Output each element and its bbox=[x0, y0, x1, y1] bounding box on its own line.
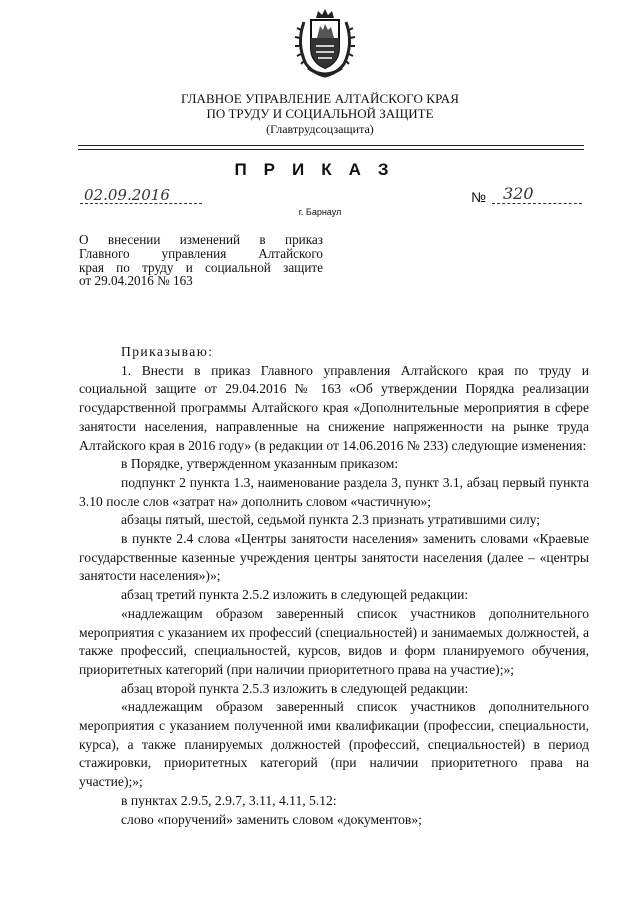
body-paragraph: 1. Внести в приказ Главного управления Алтайского края по труду и социальной защите от 29.04.2016 № 163 «Об утверждении Порядка реализации государственной программы Алтайского края «Дополнительные мероприятия в сфере занятости населения, направленные на снижение напряженности на рынке труда Алтайского края в 2016 году» (в редакции от 14.06.2016 № 233) следующие изменения: bbox=[79, 362, 589, 453]
body-paragraph: абзац третий пункта 2.5.2 изложить в следующей редакции: bbox=[121, 587, 469, 603]
body-paragraph: «надлежащим образом заверенный список участников дополнительного мероприятия с указанием полученной ими квалификации (профессии, специальности, курса), а также планируемых должностей (профессий, специальностей) в период стажировки, приоритетных категорий (при наличии приоритетного права на участие);»; bbox=[79, 699, 589, 790]
body-paragraph: «надлежащим образом заверенный список участников дополнительного мероприятия с указанием их профессий (специальностей) и занимаемых должностей, а также профессий, специальностей, курсов, видов и форм планируемого обучения, приоритетных категорий (при наличии приоритетного права на участие);»; bbox=[79, 605, 589, 677]
number-underline bbox=[492, 203, 582, 204]
subject-line: от 29.04.2016 № 163 bbox=[79, 273, 193, 289]
org-name-line1: ГЛАВНОЕ УПРАВЛЕНИЕ АЛТАЙСКОГО КРАЯ bbox=[180, 91, 460, 106]
order-word: Приказываю: bbox=[121, 344, 214, 359]
document-date: 02.09.2016 bbox=[84, 186, 170, 204]
subject-line: О внесении изменений в приказ bbox=[79, 232, 323, 247]
city: г. Барнаул bbox=[298, 207, 342, 217]
subject-line: края по труду и социальной защите bbox=[79, 259, 323, 275]
date-underline bbox=[80, 203, 202, 204]
body-paragraph: слово «поручений» заменить словом «документов»; bbox=[121, 811, 422, 827]
body-paragraph: абзацы пятый, шестой, седьмой пункта 2.3 признать утратившими силу; bbox=[121, 512, 541, 528]
body-paragraph: в пунктах 2.9.5, 2.9.7, 3.11, 4.11, 5.12: bbox=[121, 792, 337, 808]
document-subject bbox=[79, 233, 323, 288]
document-number: 320 bbox=[503, 184, 534, 203]
document-body bbox=[79, 343, 589, 829]
subject-line: Главного управления Алтайского bbox=[79, 245, 323, 261]
body-paragraph: в Порядке, утвержденном указанным приказом: bbox=[121, 456, 399, 472]
header-divider-top bbox=[78, 145, 584, 146]
org-short-name: (Главтрудсоцзащита) bbox=[266, 122, 374, 136]
body-paragraph: абзац второй пункта 2.5.3 изложить в следующей редакции: bbox=[121, 680, 469, 696]
document-title: ПРИКАЗ bbox=[234, 160, 406, 179]
body-paragraph: подпункт 2 пункта 1.3, наименование раздела 3, пункт 3.1, абзац первый пункта 3.10 после слов «затрат на» дополнить словом «частичную»; bbox=[79, 474, 589, 509]
header-divider-bottom bbox=[78, 149, 584, 150]
org-name-line2: ПО ТРУДУ И СОЦИАЛЬНОЙ ЗАЩИТЕ bbox=[206, 106, 434, 121]
coat-of-arms-emblem bbox=[294, 8, 356, 80]
body-paragraph: в пункте 2.4 слова «Центры занятости населения» заменить словами «Краевые государственные казенные учреждения центры занятости населения (далее – «центры занятости населения»)»; bbox=[79, 531, 589, 584]
number-label: № bbox=[471, 189, 487, 205]
